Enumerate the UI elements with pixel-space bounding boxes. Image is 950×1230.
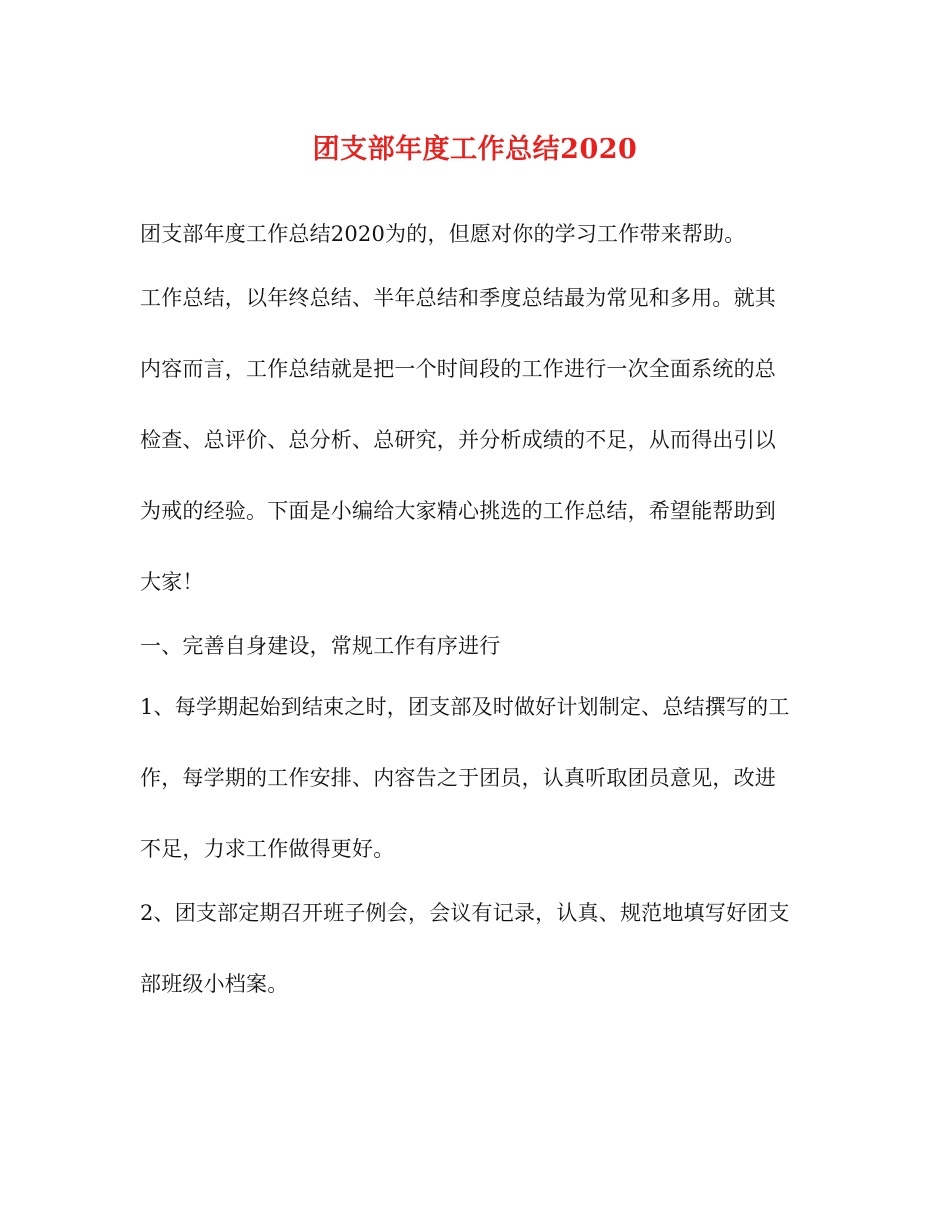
paragraph-line: 检查、总评价、总分析、总研究，并分析成绩的不足，从而得出引以 <box>140 428 776 452</box>
paragraph-line: 部班级小档案。 <box>140 972 289 996</box>
paragraph-line: 工作总结，以年终总结、半年总结和季度总结最为常见和多用。就其 <box>140 286 776 310</box>
paragraph-line: 2、团支部定期召开班子例会，会议有记录，认真、规范地填写好团支 <box>140 901 790 925</box>
section-heading: 一、完善自身建设，常规工作有序进行 <box>140 634 501 658</box>
paragraph-line: 不足，力求工作做得更好。 <box>140 837 395 861</box>
paragraph-line: 大家！ <box>140 570 204 594</box>
intro-line: 团支部年度工作总结2020为的，但愿对你的学习工作带来帮助。 <box>140 222 746 246</box>
paragraph-line: 内容而言，工作总结就是把一个时间段的工作进行一次全面系统的总 <box>140 357 776 381</box>
document-title: 团支部年度工作总结2020 <box>312 134 638 165</box>
paragraph-line: 为戒的经验。下面是小编给大家精心挑选的工作总结，希望能帮助到 <box>140 499 776 523</box>
paragraph-line: 1、每学期起始到结束之时，团支部及时做好计划制定、总结撰写的工 <box>140 695 790 719</box>
paragraph-line: 作，每学期的工作安排、内容告之于团员，认真听取团员意见，改进 <box>140 766 776 790</box>
